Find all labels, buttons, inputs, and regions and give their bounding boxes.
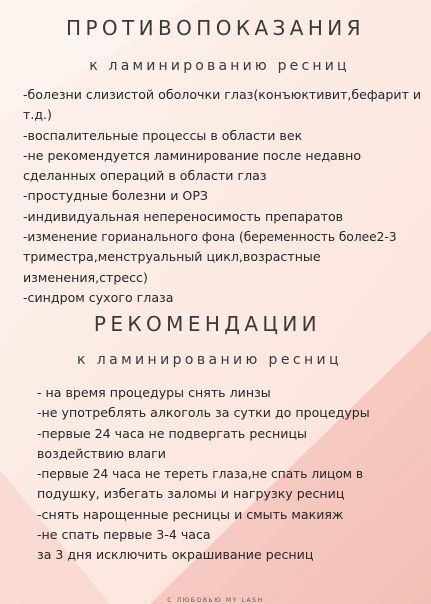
recommendations-list: [37, 383, 370, 566]
list-item: -не рекомендуется ламинирование после недавно: [23, 147, 362, 163]
list-item: -изменение горианального фона (беременность более2-3: [23, 230, 397, 245]
list-item: - на время процедуры снять линзы: [37, 385, 271, 400]
list-item: -синдром сухого глаза: [23, 289, 174, 305]
list-item: сделанных операций в области глаз: [23, 168, 267, 184]
list-item: -первые 24 часа не тереть глаза,не спать лицом в: [37, 467, 364, 482]
list-item: -простудные болезни и ОРЗ: [23, 188, 208, 204]
list-item: -снять нарощенные ресницы и смыть макияж: [37, 506, 344, 522]
list-item: -первые 24 часа не подвергать ресницы: [37, 425, 307, 441]
list-item: изменения,стресс): [23, 269, 148, 285]
list-item: воздействию влаги: [37, 445, 166, 461]
list-item: подушку, избегать заломы и нагрузку ресниц: [37, 486, 345, 502]
list-item: -не спать первые 3-4 часа: [37, 527, 211, 543]
recommendations-title: РЕКОМЕНДАЦИИ: [93, 312, 322, 336]
contraindications-title: ПРОТИВОПОКАЗАНИЯ: [66, 16, 365, 40]
list-item: -воспалительные процессы в области век: [23, 127, 303, 143]
list-item: -индивидуальная непереносимость препаратов: [23, 208, 344, 224]
recommendations-subtitle: к ламинированию ресниц: [77, 352, 342, 368]
list-item: триместра,менструальный цикл,возрастные: [23, 249, 321, 265]
list-item: -болезни слизистой оболочки глаз(конъюктивит,бефарит и: [23, 87, 422, 102]
list-item: за 3 дня исключить окрашивание ресниц: [37, 547, 314, 563]
footer-signature: С ЛЮБОВЬЮ MY LASH: [167, 597, 264, 604]
list-item: -не употреблять алкоголь за сутки до процедуры: [37, 405, 370, 421]
list-item: т.д.): [23, 107, 52, 123]
contraindications-list: [23, 85, 421, 308]
contraindications-subtitle: к ламинированию ресниц: [89, 58, 350, 74]
